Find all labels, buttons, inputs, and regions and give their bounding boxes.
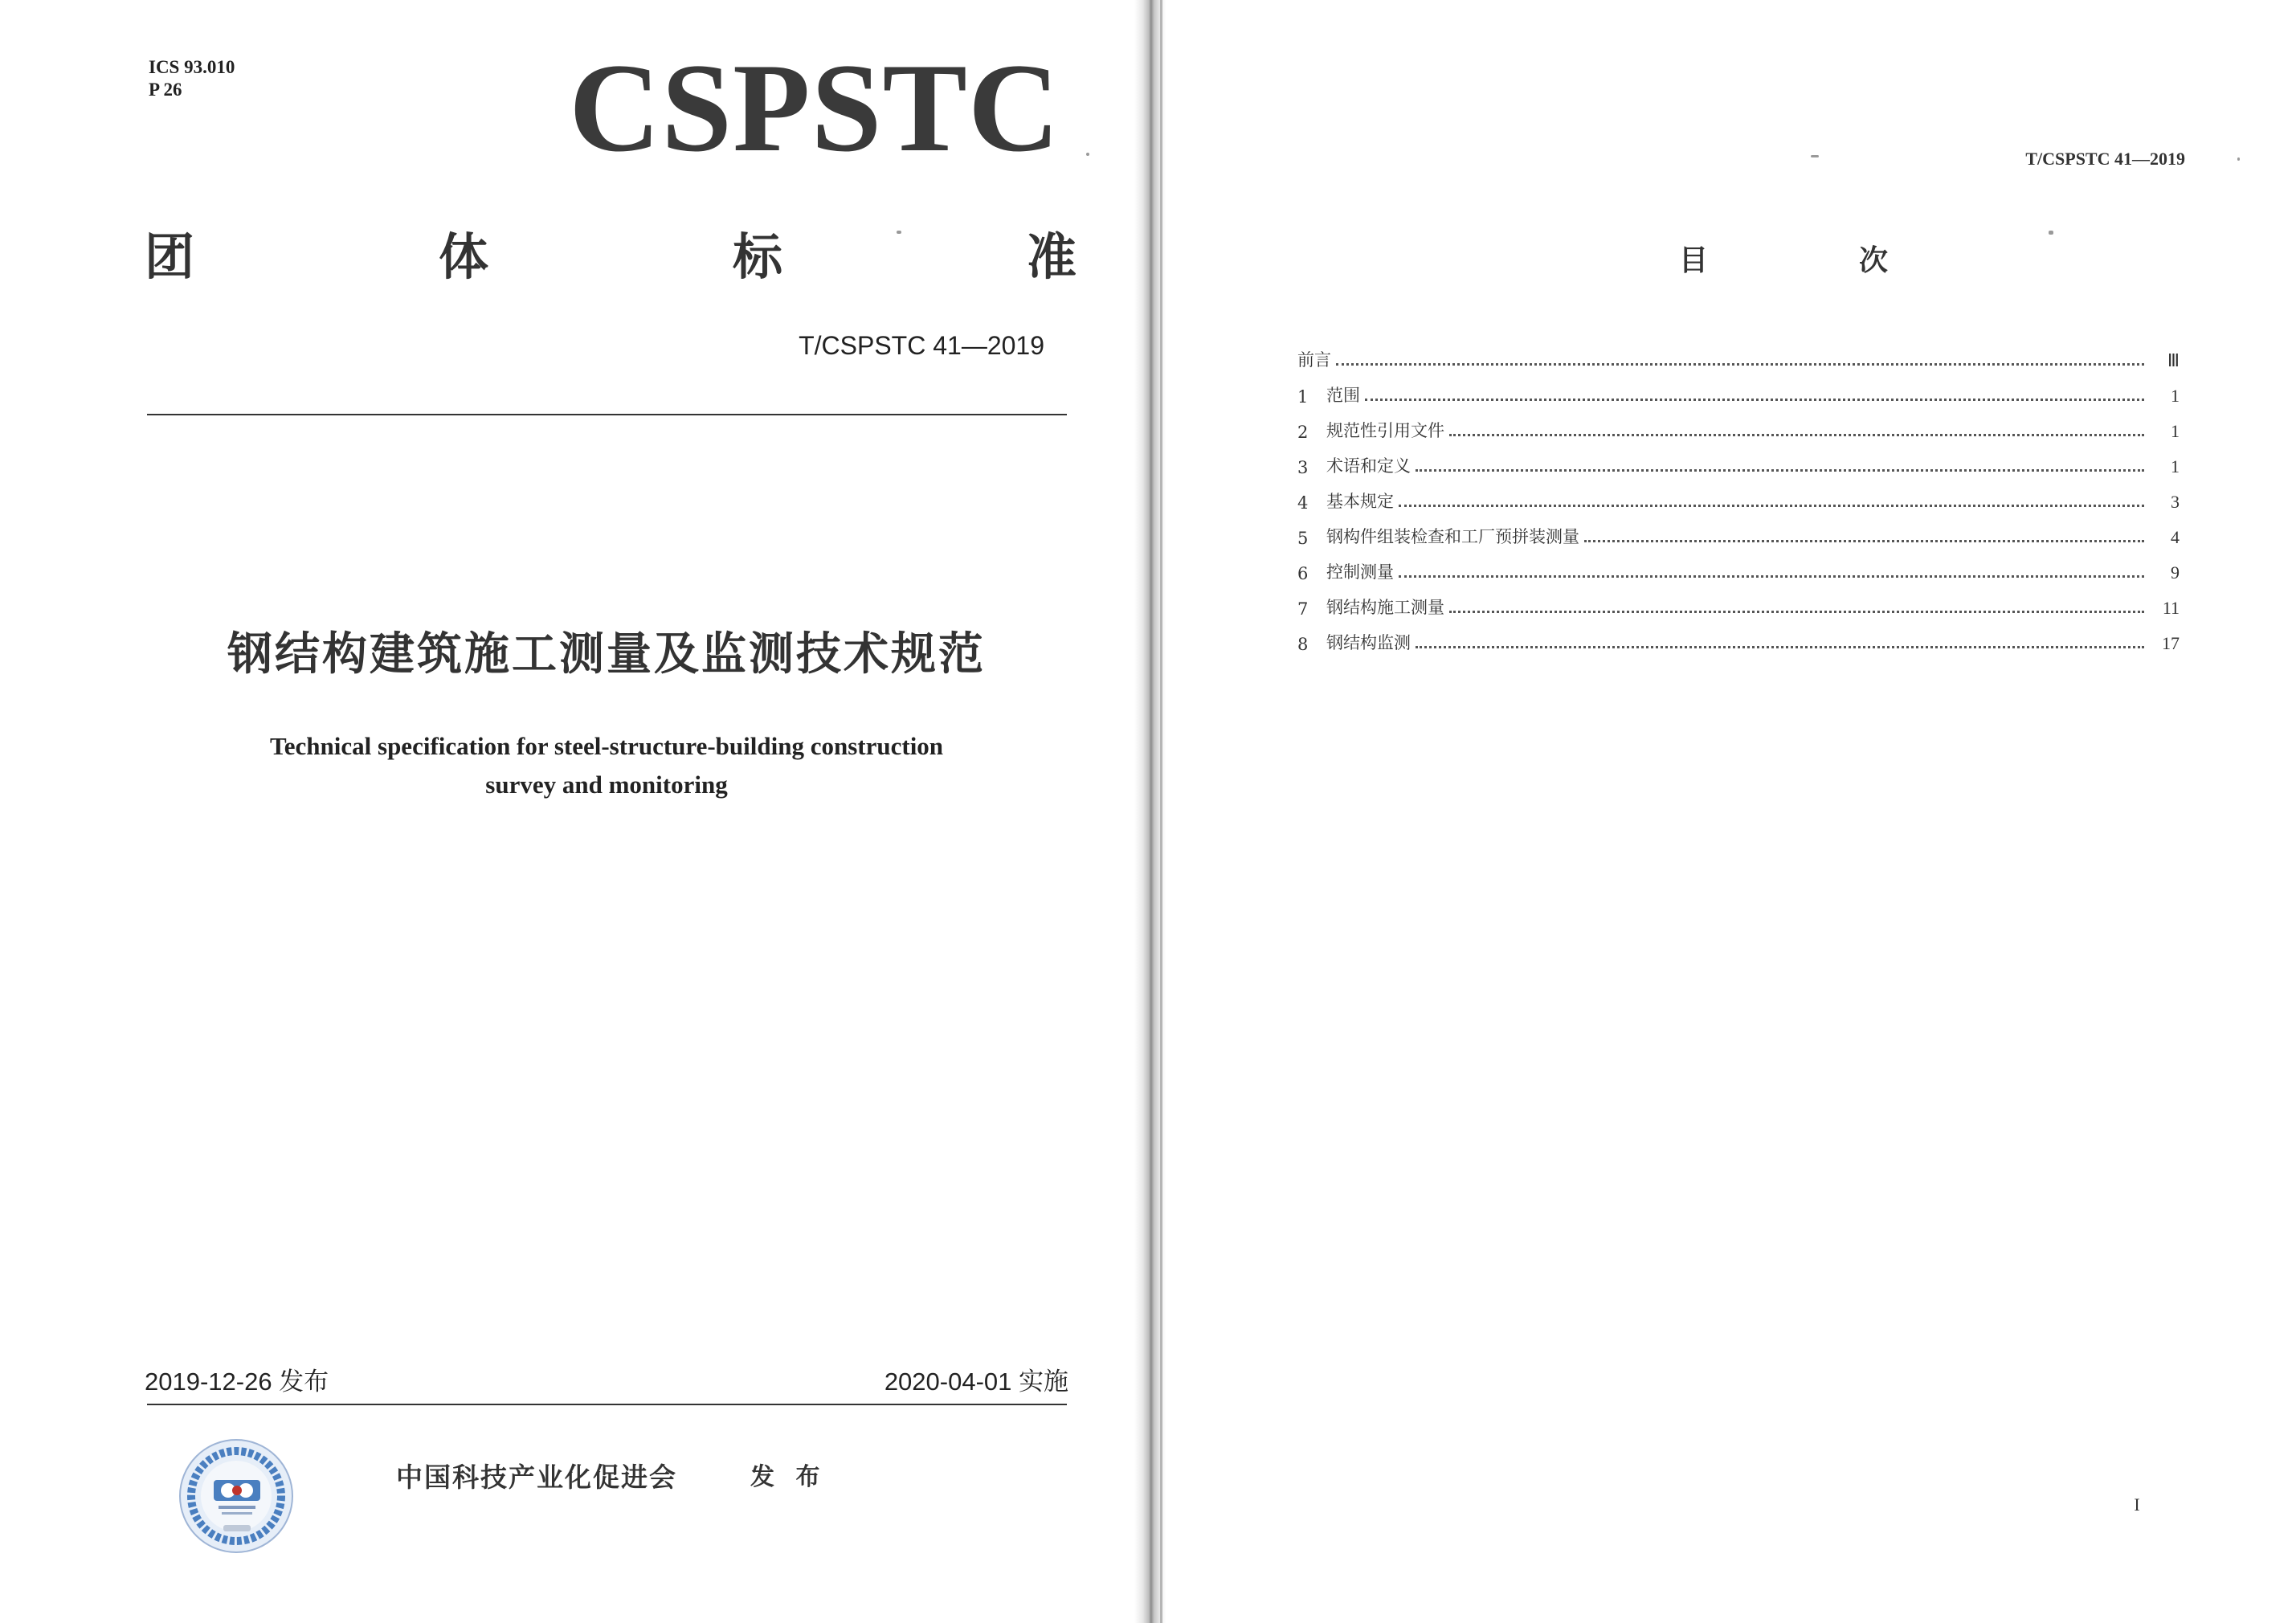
- toc-entry-page: Ⅲ: [2167, 350, 2180, 370]
- toc-entry-number: 2: [1297, 423, 1309, 442]
- toc-standard-number: T/CSPSTC 41—2019: [2025, 149, 2185, 169]
- cover-page: [0, 0, 1141, 1623]
- page-edge-line: [1160, 0, 1162, 1623]
- toc-entry-page: 1: [2171, 386, 2180, 406]
- toc-entry-text: 钢结构监测: [1326, 633, 1411, 652]
- toc-entry-page: 17: [2162, 633, 2180, 653]
- toc-entry-page: 4: [2171, 527, 2180, 547]
- toc-entry-number: 5: [1297, 529, 1309, 548]
- toc-entry[interactable]: [1297, 371, 2180, 407]
- bottom-divider: [147, 1404, 1067, 1405]
- toc-entry-number: 4: [1297, 493, 1309, 513]
- scan-speck: [2049, 231, 2053, 235]
- classification-codes: [149, 56, 235, 101]
- toc-entry-foreword[interactable]: [1297, 336, 2180, 371]
- standard-series: [145, 225, 1077, 289]
- toc-entry[interactable]: [1297, 407, 2180, 442]
- toc-entry-text: 基本规定: [1326, 492, 1394, 511]
- scan-speck: [1811, 155, 1819, 157]
- brand-logo-text: CSPSTC: [569, 38, 1060, 178]
- scan-speck: [897, 231, 901, 234]
- ccs-code: P 26: [149, 80, 182, 100]
- toc-entry-number: 6: [1297, 564, 1309, 583]
- series-char: 标: [732, 227, 782, 286]
- page-folio: I: [2134, 1494, 2140, 1515]
- implement-date: 2020-04-01 实施: [884, 1367, 1068, 1396]
- series-char: 准: [1026, 227, 1077, 286]
- toc-entry-text: 术语和定义: [1326, 456, 1411, 476]
- title-english-line: Technical specification for steel-structure-building construction: [269, 732, 944, 760]
- series-char: 团: [145, 227, 195, 286]
- toc-entry-text: 钢构件组装检查和工厂预拼装测量: [1326, 527, 1579, 546]
- toc-entry-text: 钢结构施工测量: [1326, 598, 1444, 617]
- toc-entry[interactable]: [1297, 548, 2180, 583]
- toc-leader-dots: [1584, 540, 2144, 542]
- publishing-organization: 中国科技产业化促进会: [396, 1462, 677, 1493]
- toc-entry-text: 前言: [1297, 350, 1331, 370]
- ics-code: ICS 93.010: [149, 57, 235, 77]
- toc-entry-text: 范围: [1326, 386, 1360, 405]
- toc-leader-dots: [1399, 505, 2144, 507]
- toc-title-char: 目: [1679, 244, 1709, 277]
- toc-entry-number: 1: [1297, 387, 1309, 407]
- toc-entry[interactable]: [1297, 619, 2180, 654]
- title-english: [121, 727, 1093, 804]
- toc-leader-dots: [1416, 469, 2144, 472]
- toc-entry-page: 11: [2162, 598, 2180, 618]
- toc-leader-dots: [1399, 575, 2144, 578]
- series-char: 体: [438, 227, 488, 286]
- toc-entry-text: 规范性引用文件: [1326, 421, 1444, 440]
- publish-label: 发 布: [750, 1463, 827, 1491]
- toc-entry-number: 8: [1297, 635, 1309, 654]
- toc-entry-page: 1: [2171, 456, 2180, 476]
- scan-speck: [1086, 153, 1089, 156]
- toc-leader-dots: [1449, 611, 2144, 613]
- toc-entry-text: 控制测量: [1326, 562, 1394, 582]
- toc-leader-dots: [1449, 434, 2144, 436]
- toc-entry-page: 3: [2171, 492, 2180, 512]
- toc-title: [1679, 241, 1888, 281]
- toc-leader-dots: [1416, 646, 2144, 648]
- toc-entry[interactable]: [1297, 477, 2180, 513]
- top-divider: [147, 414, 1067, 415]
- toc-entry-number: 3: [1297, 458, 1309, 477]
- toc-leader-dots: [1365, 399, 2144, 401]
- scan-speck: [2237, 157, 2240, 161]
- toc-entry-page: 9: [2171, 562, 2180, 583]
- toc-title-char: 次: [1858, 244, 1888, 277]
- anti-counterfeit-seal-icon: [178, 1438, 295, 1555]
- publish-date: 2019-12-26 发布: [145, 1367, 329, 1396]
- toc-entry[interactable]: [1297, 442, 2180, 477]
- toc-entry-page: 1: [2171, 421, 2180, 441]
- toc-entry-number: 7: [1297, 599, 1309, 619]
- toc-leader-dots: [1336, 363, 2144, 366]
- toc-entry[interactable]: [1297, 583, 2180, 619]
- toc-entry[interactable]: [1297, 513, 2180, 548]
- title-english-line: survey and monitoring: [485, 771, 728, 799]
- title-chinese: 钢结构建筑施工测量及监测技术规范: [227, 628, 986, 681]
- standard-number: T/CSPSTC 41—2019: [799, 331, 1044, 360]
- table-of-contents: [1297, 336, 2180, 654]
